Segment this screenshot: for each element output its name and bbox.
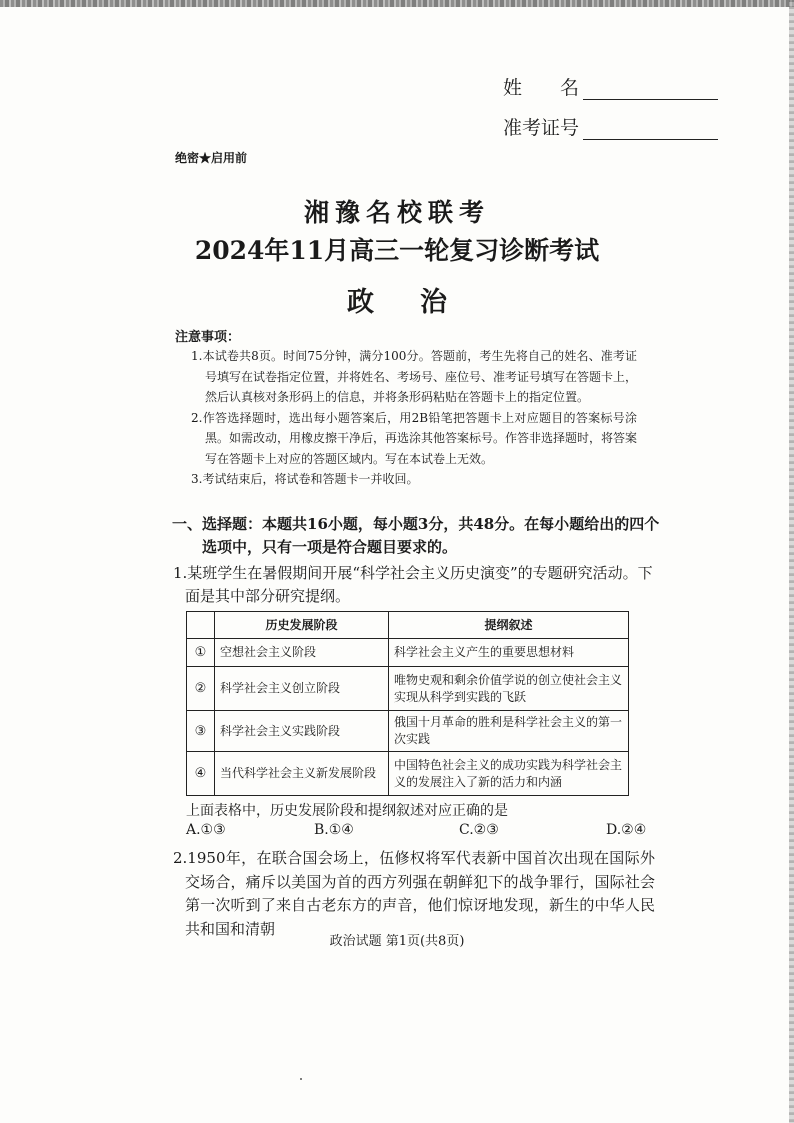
question-1-text: 1.某班学生在暑假期间开展“科学社会主义历史演变”的专题研究活动。下面是其中部分研究提纲。 — [173, 564, 653, 605]
row-description: 科学社会主义产生的重要思想材料 — [389, 639, 629, 667]
notice-item: 3.考试结束后，将试卷和答题卡一并收回。 — [191, 472, 419, 486]
notice-item: 1.本试卷共8页。时间75分钟，满分100分。答题前，考生先将自己的姓名、准考证号填写在试卷指定位置，并将姓名、考场号、座位号、准考证号填写在答题卡上，然后认真核对条形码上的信息，并将条形码粘贴在答题卡上的指定位置。 — [191, 349, 638, 404]
table-header-stage: 历史发展阶段 — [215, 612, 389, 639]
table-header-row — [187, 612, 629, 639]
question-2-text: 2.1950年，在联合国会场上，伍修权将军代表新中国首次出现在国际外交场合，痛斥以美国为首的西方列强在朝鲜犯下的战争罪行，国际社会第一次听到了来自古老东方的声音，他们惊讶地发现，新生的中华人民共和国和清朝 — [173, 849, 655, 938]
choice-d[interactable]: D.②④ — [606, 822, 647, 838]
exam-id-label: 准考证号 — [503, 117, 580, 139]
secret-mark: 绝密★启用前 — [175, 151, 248, 165]
row-number: ④ — [187, 752, 215, 796]
scan-speck — [300, 1078, 302, 1080]
row-description: 俄国十月革命的胜利是科学社会主义的第一次实践 — [389, 711, 629, 752]
name-field — [503, 76, 718, 100]
table-row — [187, 711, 629, 752]
table-row — [187, 752, 629, 796]
choice-a[interactable]: A.①③ — [186, 822, 226, 838]
scan-edge-top — [0, 0, 794, 7]
candidate-info-fields — [503, 76, 718, 156]
row-stage: 科学社会主义实践阶段 — [215, 711, 389, 752]
row-stage: 空想社会主义阶段 — [215, 639, 389, 667]
exam-id-field — [503, 116, 718, 140]
research-outline-table — [186, 611, 629, 796]
notice-heading: 注意事项： — [175, 330, 241, 345]
row-description: 中国特色社会主义的成功实践为科学社会主义的发展注入了新的活力和内涵 — [389, 752, 629, 796]
row-number: ① — [187, 639, 215, 667]
exam-title-line2: 2024年11月高三一轮复习诊断考试 — [194, 236, 600, 265]
notice-item: 2.作答选择题时，选出每小题答案后，用2B铅笔把答题卡上对应题目的答案标号涂黑。如需改动，用橡皮擦干净后，再选涂其他答案标号。作答非选择题时，将答案写在答题卡上对应的答题区域内。写在本试卷上无效。 — [191, 410, 638, 466]
row-stage: 当代科学社会主义新发展阶段 — [215, 752, 389, 796]
table-header-num — [187, 612, 215, 639]
question-1-stem: 上面表格中，历史发展阶段和提纲叙述对应正确的是 — [186, 803, 508, 819]
table-header-desc: 提纲叙述 — [389, 612, 629, 639]
name-label: 姓 名 — [503, 77, 580, 99]
subject-title: 政治 — [347, 287, 493, 318]
table-row — [187, 667, 629, 711]
name-blank — [583, 79, 718, 100]
page-footer: 政治试题 第1页(共8页) — [329, 934, 465, 949]
row-stage: 科学社会主义创立阶段 — [215, 667, 389, 711]
section-heading: 一、选择题：本题共16小题，每小题3分，共48分。在每小题给出的四个选项中，只有一项是符合题目要求的。 — [172, 515, 660, 556]
notice-list — [191, 346, 637, 490]
exam-id-blank — [583, 119, 718, 140]
exam-title-line1: 湘豫名校联考 — [303, 198, 490, 227]
choice-c[interactable]: C.②③ — [459, 822, 499, 838]
row-description: 唯物史观和剩余价值学说的创立使社会主义实现从科学到实践的飞跃 — [389, 667, 629, 711]
row-number: ③ — [187, 711, 215, 752]
scan-edge-right — [789, 0, 794, 1123]
row-number: ② — [187, 667, 215, 711]
choice-b[interactable]: B.①④ — [314, 822, 354, 838]
table-row — [187, 639, 629, 667]
